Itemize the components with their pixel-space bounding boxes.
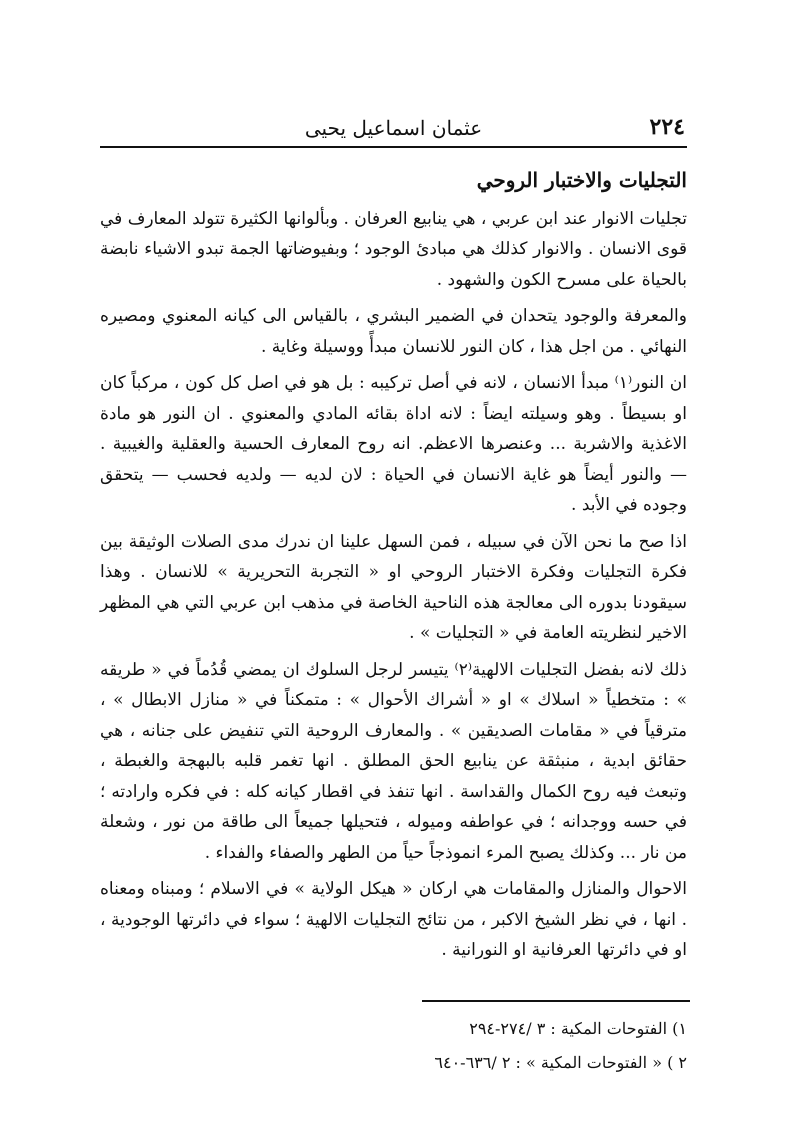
footnotes <box>300 1012 687 1080</box>
paragraph-2: والمعرفة والوجود يتحدان في الضمير البشري ، بالقياس الى كيانه المعنوي ومصيره النهائي . من اجل هذا ، كان النور للانسان مبدأً ووسيلة وغاية . <box>100 306 687 357</box>
page-header <box>100 110 687 148</box>
paragraph-3: ان النور⁽١⁾ مبدأ الانسان ، لانه في أصل تركيبه : بل هو في اصل كل كون ، مركباً كان او بسيطاً . وهو وسيلته ايضاً : لانه اداة بقائه المادي والمعنوي . ان النور هو مادة الاغذية والاشربة ... وعنصرها الاعظم. انه روح المعارف الحسية والعقلية والغيبية . — والنور أيضاً هو غاية الانسان في الحياة : لان لديه — ولديه فحسب — يتحقق وجوده في الأبد . <box>100 373 687 515</box>
footnote-divider <box>422 1000 690 1002</box>
section-heading: التجليات والاختبار الروحي <box>476 168 687 192</box>
page-number: ٢٢٤ <box>649 114 685 140</box>
paragraph-4: اذا صح ما نحن الآن في سبيله ، فمن السهل علينا ان ندرك مدى الصلات الوثيقة بين فكرة التجليات وفكرة الاختبار الروحي او « التجربة التحريرية » للانسان . وهذا سيقودنا بدوره الى معالجة هذه الناحية الخاصة في مذهب ابن عربي التي هي المظهر الاخير لنظريته العامة في « التجليات » . <box>100 531 687 643</box>
page-body <box>100 165 687 972</box>
running-head: عثمان اسماعيل يحيى <box>304 116 483 140</box>
paragraph-1: تجليات الانوار عند ابن عربي ، هي ينابيع العرفان . وبألوانها الكثيرة تتولد المعارف في قوى الانسان . والانوار كذلك هي مبادئ الوجود ؛ وبفيوضاتها الجمة تبدو الاشياء نابضة بالحياة على مسرح الكون والشهود . <box>100 208 687 290</box>
paragraph-6: الاحوال والمنازل والمقامات هي اركان « هيكل الولاية » في الاسلام ؛ ومبناه ومعناه . انها ، في نظر الشيخ الاكبر ، من نتائج التجليات الالهية ؛ سواء في دائرتها الوجودية ، او في دائرتها العرفانية او النورانية . <box>100 879 687 960</box>
footnote-1: ١) الفتوحات المكية : ٣ /٢٧٤-٢٩٤ <box>469 1019 687 1038</box>
paragraph-5: ذلك لانه بفضل التجليات الالهية⁽٢⁾ يتيسر لرجل السلوك ان يمضي قُدُماً في « طريقه » : متخطياً « اسلاك » او « أشراك الأحوال » : متمكناً في « منازل الابطال » ، مترقياً في « مقامات الصديقين » . والمعارف الروحية التي تنفيض على جنانه ، هي حقائق ابدية ، منبثقة عن ينابيع الحق المطلق . انها تغمر قلبه بالبهجة والغبطة ، وتبعث فيه روح الكمال والقداسة . انها تنفذ في اقطار كيانه كله : في فكره وارادته ؛ في حسه ووجدانه ؛ في عواطفه وميوله ، فتحيلها جميعاً الى طاقة من نور ، وشعلة من نار ... وكذلك يصبح المرء انموذجاً حياً من الطهر والصفاء والفداء . <box>100 659 687 863</box>
footnote-2: ٢ ) « الفتوحات المكية » : ٢ /٦٣٦-٦٤٠ <box>434 1053 687 1072</box>
